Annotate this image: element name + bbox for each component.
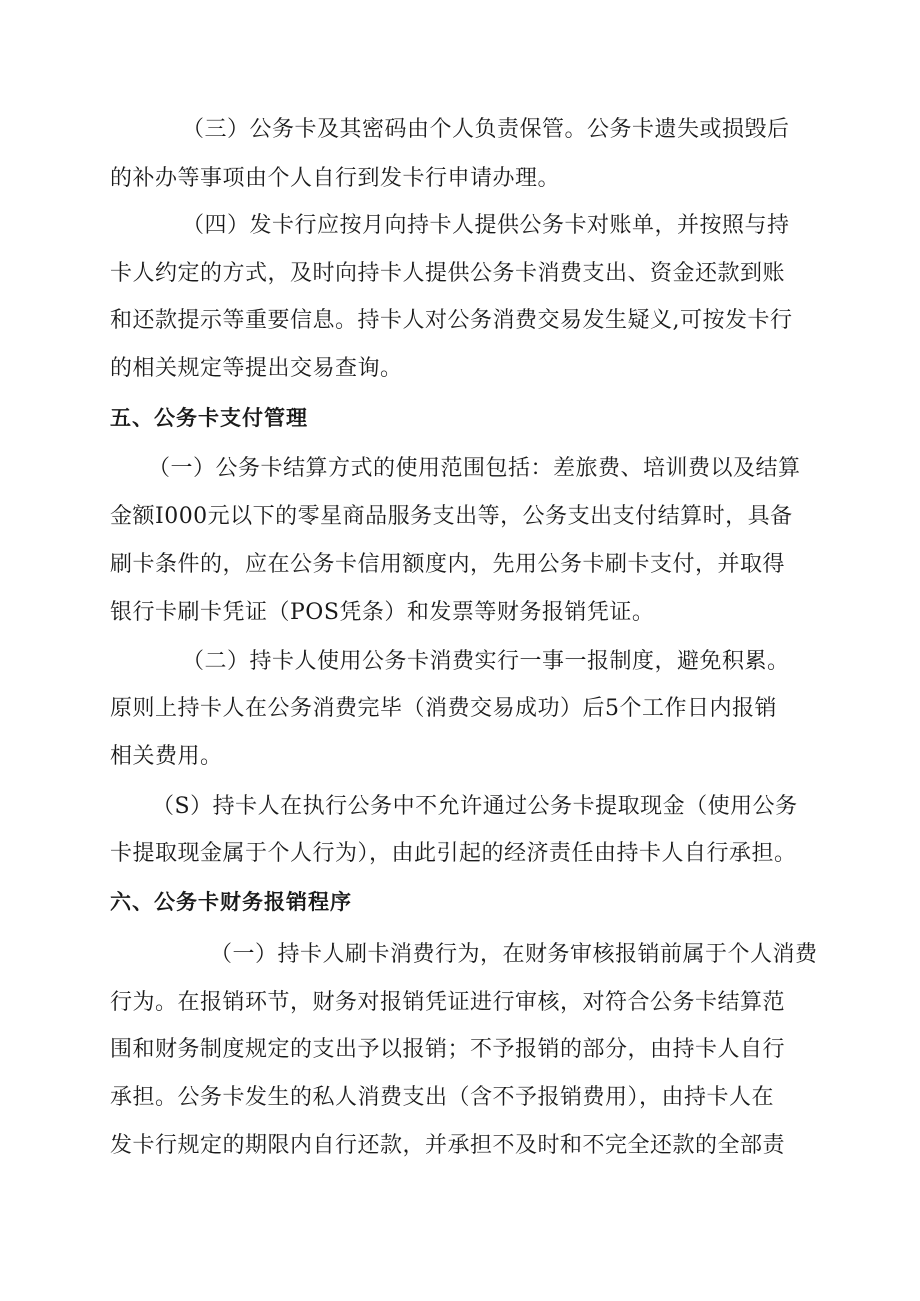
section-6-item-1-line-2: 行为。在报销环节，财务对报销凭证进行审核，对符合公务卡结算范 xyxy=(110,990,786,1015)
section-5-heading: 五、公务卡支付管理 xyxy=(110,406,308,430)
section-6-heading: 六、公务卡财务报销程序 xyxy=(110,890,352,914)
section-5-item-3-line-1: （S）持卡人在执行公务中不允许通过公务卡提取现金（使用公务 xyxy=(152,794,798,819)
section-5-item-2-line-3: 相关费用。 xyxy=(110,744,223,769)
paragraph-4-line-3: 和还款提示等重要信息。持卡人对公务消费交易发生疑义,可按发卡行 xyxy=(110,308,793,333)
section-5-item-1-line-2: 金额I000元以下的零星商品服务支出等，公务支出支付结算时，具备 xyxy=(110,504,793,529)
section-5-item-3-line-2: 卡提取现金属于个人行为），由此引起的经济责任由持卡人自行承担。 xyxy=(110,841,797,866)
paragraph-3-line-2: 的补办等事项由个人自行到发卡行申请办理。 xyxy=(110,166,561,191)
section-6-item-1-line-3: 围和财务制度规定的支出予以报销；不予报销的部分，由持卡人自行 xyxy=(110,1037,786,1062)
section-5-item-1-line-3: 刷卡条件的，应在公务卡信用额度内，先用公务卡刷卡支付，并取得 xyxy=(110,552,786,577)
section-5-item-1-line-4: 银行卡刷卡凭证（POS凭条）和发票等财务报销凭证。 xyxy=(110,600,655,625)
section-5-item-2-line-1: （二）持卡人使用公务卡消费实行一事一报制度，避免积累。 xyxy=(182,649,790,674)
section-5-item-2-line-2: 原则上持卡人在公务消费完毕（消费交易成功）后5个工作日内报销 xyxy=(110,696,777,721)
paragraph-4-line-2: 卡人约定的方式，及时向持卡人提供公务卡消费支出、资金还款到账 xyxy=(110,261,786,286)
paragraph-4-line-4: 的相关规定等提出交易查询。 xyxy=(110,356,403,381)
section-6-item-1-line-1: （一）持卡人刷卡消费行为，在财务审核报销前属于个人消费 xyxy=(210,942,818,967)
section-6-item-1-line-4: 承担。公务卡发生的私人消费支出（含不予报销费用），由持卡人在 xyxy=(110,1085,775,1110)
section-5-item-1-line-1: （一）公务卡结算方式的使用范围包括：差旅费、培训费以及结算 xyxy=(148,456,801,481)
paragraph-3-line-1: （三）公务卡及其密码由个人负责保管。公务卡遗失或损毁后 xyxy=(182,117,790,142)
paragraph-4-line-1: （四）发卡行应按月向持卡人提供公务卡对账单，并按照与持 xyxy=(182,213,790,238)
section-6-item-1-line-5: 发卡行规定的期限内自行还款，并承担不及时和不完全还款的全部责 xyxy=(110,1133,786,1158)
